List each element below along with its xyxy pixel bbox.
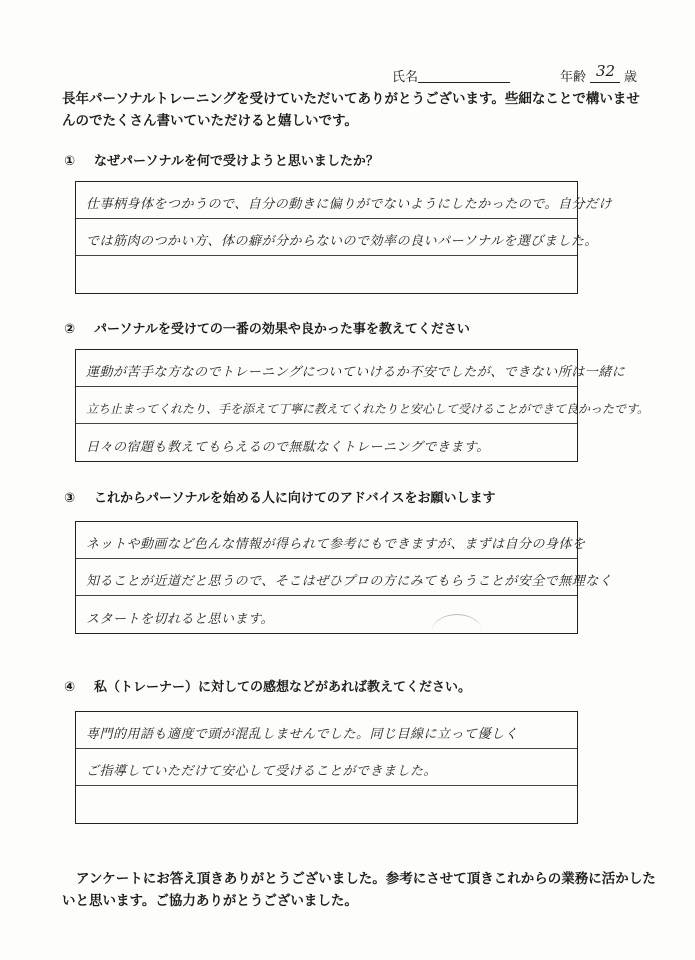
answer-2-text-2: 立ち止まってくれたり、手を添えて丁寧に教えてくれたりと安心して受けることができて良かったです。 bbox=[86, 402, 650, 416]
age-label: 年齢 bbox=[560, 70, 587, 85]
answer-box-2 bbox=[75, 349, 650, 462]
answer-4-text-2: ご指導していただけて安心して受けることができました。 bbox=[86, 764, 438, 779]
answer-box-1 bbox=[75, 181, 612, 294]
name-label: 氏名 bbox=[392, 70, 419, 85]
answer-2-text-1: 運動が苦手な方なのでトレーニングについていけるか不安でしたが、できない所は一緒に bbox=[86, 365, 626, 380]
answer-box-3 bbox=[75, 521, 613, 634]
answer-4-line-2 bbox=[76, 749, 577, 786]
answer-1-line-2 bbox=[76, 219, 598, 256]
intro-text: 長年パーソナルトレーニングを受けていただいてありがとうございます。些細なことで構いませんのでたくさん書いていただけると嬉しいです。 bbox=[62, 91, 640, 129]
answer-1-line-1 bbox=[76, 182, 612, 219]
age-value: 32 bbox=[596, 62, 616, 80]
answer-4-text-1: 専門的用語も適度で頭が混乱しませんでした。同じ目線に立って優しく bbox=[86, 727, 519, 742]
question-3 bbox=[64, 487, 495, 506]
question-1 bbox=[64, 150, 379, 169]
question-2-text: パーソナルを受けての一番の効果や良かった事を教えてください bbox=[94, 322, 470, 337]
answer-box-4 bbox=[75, 711, 578, 824]
answer-4-line-3 bbox=[76, 786, 577, 823]
question-3-number: ③ bbox=[64, 491, 76, 506]
answer-4-line-1 bbox=[76, 712, 577, 749]
answer-3-text-2: 知ることが近道だと思うので、そこはぜひプロの方にみてもらうことが安全で無理なく bbox=[86, 574, 613, 589]
age-field-line bbox=[590, 82, 620, 83]
question-4-number: ④ bbox=[64, 680, 76, 695]
answer-3-text-1: ネットや動画など色んな情報が得られて参考にもできますが、まずは自分の身体を bbox=[86, 537, 586, 552]
question-1-text: なぜパーソナルを何で受けようと思いましたか？ bbox=[94, 154, 379, 169]
answer-1-text-2: では筋肉のつかい方、体の癖が分からないので効率の良いパーソナルを選びました。 bbox=[86, 234, 598, 249]
answer-3-text-3: スタートを切れると思います。 bbox=[86, 612, 274, 627]
closing-text: アンケートにお答え頂きありがとうございました。参考にさせて頂きこれからの業務に活かしたいと思います。ご協力ありがとうございました。 bbox=[62, 871, 656, 909]
answer-3-line-3 bbox=[76, 596, 577, 633]
answer-3-line-1 bbox=[76, 522, 586, 559]
age-suffix: 歳 bbox=[624, 70, 638, 85]
answer-1-line-3 bbox=[76, 256, 577, 293]
question-3-text: これからパーソナルを始める人に向けてのアドバイスをお願いします bbox=[94, 491, 496, 506]
question-2-number: ② bbox=[64, 322, 76, 337]
name-field-line bbox=[418, 82, 510, 83]
answer-2-text-3: 日々の宿題も教えてもらえるので無駄なくトレーニングできます。 bbox=[86, 440, 490, 455]
answer-2-line-1 bbox=[76, 350, 626, 387]
answer-3-line-2 bbox=[76, 559, 613, 596]
question-1-number: ① bbox=[64, 154, 76, 169]
question-4-text: 私（トレーナー）に対しての感想などがあれば教えてください。 bbox=[94, 680, 472, 695]
answer-2-line-3 bbox=[76, 424, 577, 461]
scan-artifact bbox=[432, 614, 482, 649]
question-4 bbox=[64, 676, 471, 695]
question-2 bbox=[64, 318, 470, 337]
answer-2-line-2 bbox=[76, 387, 650, 424]
answer-1-text-1: 仕事柄身体をつかうので、自分の動きに偏りがでないようにしたかったので。自分だけ bbox=[86, 197, 612, 212]
